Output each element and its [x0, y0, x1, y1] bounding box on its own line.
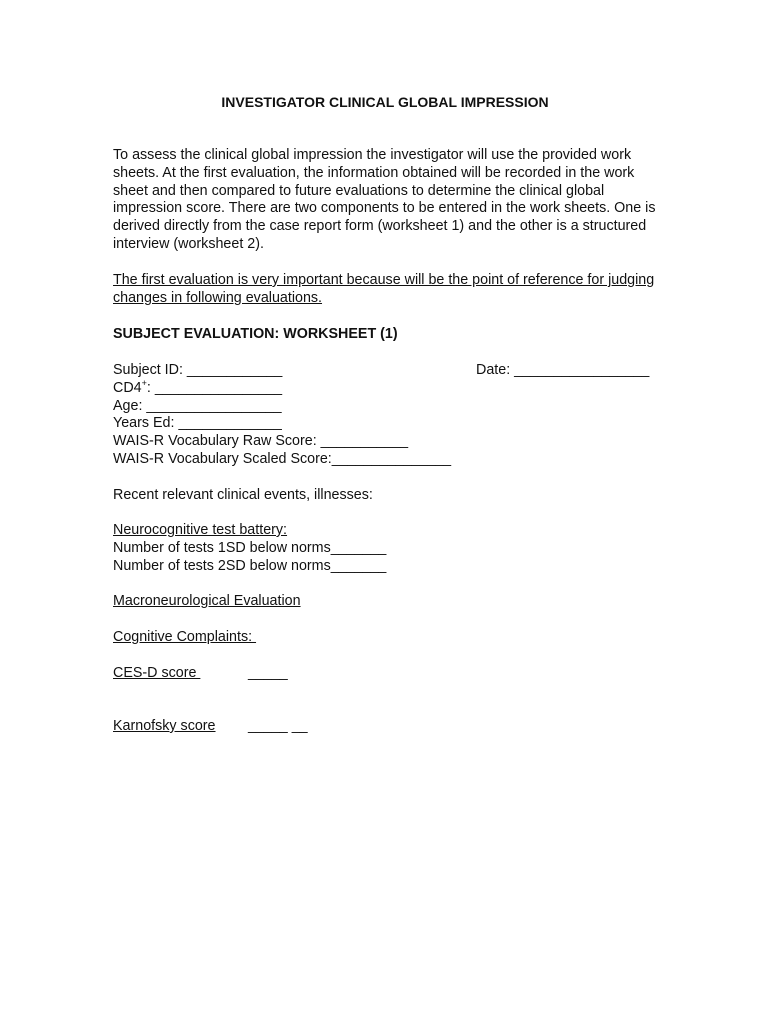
macro-evaluation-label: Macroneurological Evaluation — [113, 593, 301, 609]
wais-raw-field: WAIS-R Vocabulary Raw Score: ___________ — [113, 433, 409, 449]
cesd-field — [113, 664, 288, 682]
karnofsky-field — [113, 717, 308, 735]
document-title: INVESTIGATOR CLINICAL GLOBAL IMPRESSION — [221, 94, 549, 110]
clinical-events-label: Recent relevant clinical events, illnesses: — [113, 487, 373, 503]
date-field: Date: _________________ — [476, 362, 650, 378]
neuro-1sd-field — [113, 539, 386, 557]
cognitive-complaints-label: Cognitive Complaints: — [113, 629, 257, 645]
neuro-2sd-blank: _______ — [330, 558, 387, 574]
karnofsky-blank: _____ __ — [248, 718, 308, 734]
cesd-label: CES-D score — [113, 665, 201, 681]
years-ed-field: Years Ed: _____________ — [113, 415, 282, 431]
neuro-1sd-blank: _______ — [330, 540, 387, 556]
cd4-label: CD4 — [113, 380, 142, 396]
cd4-blank: : ________________ — [146, 380, 283, 396]
reference-note: The first evaluation is very important because will be the point of reference for judging changes in following evaluations. — [113, 272, 655, 306]
neuro-1sd-label: Number of tests 1SD below norms — [113, 540, 331, 556]
age-field: Age: _________________ — [113, 398, 282, 414]
neuro-heading: Neurocognitive test battery: — [113, 522, 288, 538]
subject-id-field: Subject ID: ____________ — [113, 362, 283, 378]
intro-paragraph: To assess the clinical global impression the investigator will use the provided work sheets. At the first evaluation, the information obtained will be recorded in the work sheet and then compared to future evaluations to determine the clinical global impression score. There are two components to be entered in the work sheets. One is derived directly from the case report form (worksheet 1) and the other is a structured interview (worksheet 2). — [113, 147, 656, 252]
cesd-blank: _____ — [248, 665, 288, 681]
wais-scaled-field: WAIS-R Vocabulary Scaled Score:_______________ — [113, 451, 452, 467]
cd4-field — [113, 379, 282, 397]
karnofsky-label: Karnofsky score — [113, 718, 216, 734]
worksheet-heading: SUBJECT EVALUATION: WORKSHEET (1) — [113, 326, 398, 342]
neuro-2sd-field — [113, 557, 386, 575]
cd4-superscript: + — [141, 378, 147, 389]
neuro-2sd-label: Number of tests 2SD below norms — [113, 558, 331, 574]
